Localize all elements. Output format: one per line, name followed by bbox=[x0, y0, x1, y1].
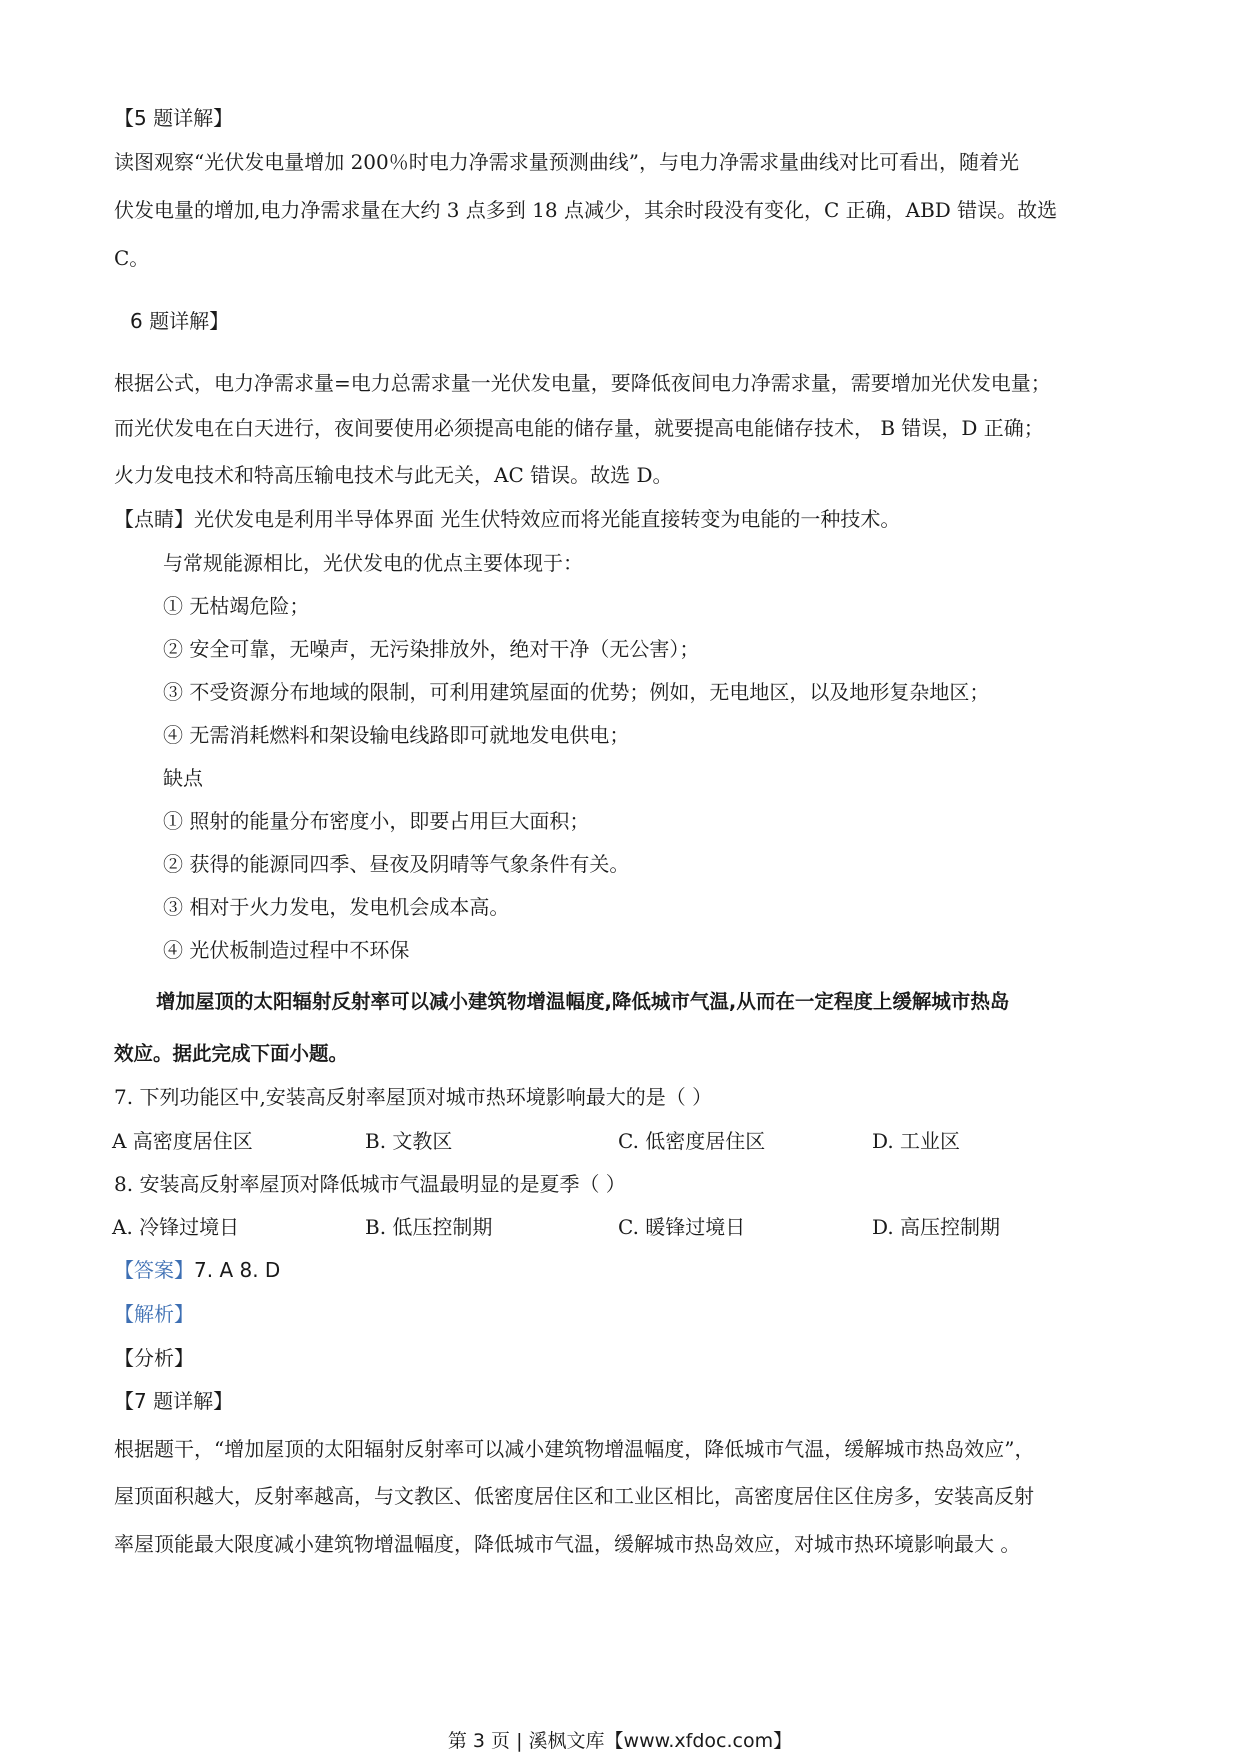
question-8: 8. 安装高反射率屋顶对降低城市气温最明显的是夏季（ ） bbox=[114, 1172, 626, 1196]
q7-option-c: C. 低密度居住区 bbox=[618, 1129, 766, 1153]
answer-label: 【答案】 bbox=[114, 1258, 194, 1282]
page-footer: 第 3 页 | 溪枫文库【www.xfdoc.com】 bbox=[447, 1730, 793, 1752]
advantage-item: ② 安全可靠，无噪声，无污染排放外，绝对干净（无公害）； bbox=[163, 637, 700, 661]
advantages-intro: 与常规能源相比，光伏发电的优点主要体现于： bbox=[163, 551, 583, 575]
q5-line: C。 bbox=[114, 246, 150, 270]
q7-option-a: A 高密度居住区 bbox=[112, 1129, 253, 1153]
answer-line bbox=[114, 1256, 280, 1284]
q7-line: 根据题干，“增加屋顶的太阳辐射反射率可以减小建筑物增温幅度，降低城市气温，缓解城市热岛效应”， bbox=[114, 1437, 1035, 1461]
fenxi-label: 【分析】 bbox=[114, 1346, 194, 1370]
advantage-item: ④ 无需消耗燃料和架设输电线路即可就地发电供电； bbox=[163, 723, 630, 747]
q5-line: 读图观察“光伏发电量增加 200％时电力净需求量预测曲线”，与电力净需求量曲线对比可看出，随着光 bbox=[114, 150, 1019, 174]
q8-option-a: A. 冷锋过境日 bbox=[112, 1215, 240, 1239]
q7-option-b: B. 文教区 bbox=[365, 1129, 453, 1153]
q7-line: 率屋顶能最大限度减小建筑物增温幅度，降低城市气温，缓解城市热岛效应，对城市热环境影响最大 。 bbox=[114, 1532, 1021, 1556]
q6-line: 根据公式，电力净需求量=电力总需求量一光伏发电量，要降低夜间电力净需求量，需要增加光伏发电量； bbox=[114, 371, 1051, 395]
disadvantages-label: 缺点 bbox=[163, 766, 203, 790]
disadvantage-item: ④ 光伏板制造过程中不环保 bbox=[163, 938, 410, 962]
advantage-item: ③ 不受资源分布地域的限制，可利用建筑屋面的优势；例如，无电地区，以及地形复杂地区； bbox=[163, 680, 990, 704]
advantage-item: ① 无枯竭危险； bbox=[163, 594, 310, 618]
disadvantage-item: ③ 相对于火力发电，发电机会成本高。 bbox=[163, 895, 510, 919]
q7-line: 屋顶面积越大，反射率越高，与文教区、低密度居住区和工业区相比，高密度居住区住房多，安装高反射 bbox=[114, 1484, 1034, 1508]
tips-text: 光伏发电是利用半导体界面 光生伏特效应而将光能直接转变为电能的一种技术。 bbox=[194, 507, 901, 531]
q5-header: 【5 题详解】 bbox=[114, 106, 234, 130]
disadvantage-item: ① 照射的能量分布密度小，即要占用巨大面积； bbox=[163, 809, 590, 833]
analysis-label: 【解析】 bbox=[114, 1302, 194, 1326]
q8-option-c: C. 暖锋过境日 bbox=[618, 1215, 746, 1239]
question-7: 7. 下列功能区中,安装高反射率屋顶对城市热环境影响最大的是（ ） bbox=[114, 1085, 713, 1109]
q5-line: 伏发电量的增加,电力净需求量在大约 3 点多到 18 点减少，其余时段没有变化，C 正确，ABD 错误。故选 bbox=[114, 198, 1058, 222]
q6-line: 火力发电技术和特高压输电技术与此无关，AC 错误。故选 D。 bbox=[114, 463, 673, 487]
q7-header: 【7 题详解】 bbox=[114, 1389, 234, 1413]
stem-line: 增加屋顶的太阳辐射反射率可以减小建筑物增温幅度,降低城市气温,从而在一定程度上缓解城市热岛 bbox=[156, 990, 1010, 1013]
q6-line: 而光伏发电在白天进行，夜间要使用必须提高电能的储存量，就要提高电能储存技术， B 错误，D 正确； bbox=[114, 416, 1044, 440]
q6-header: 6 题详解】 bbox=[130, 309, 230, 333]
q7-option-d: D. 工业区 bbox=[872, 1129, 961, 1153]
disadvantage-item: ② 获得的能源同四季、昼夜及阴晴等气象条件有关。 bbox=[163, 852, 630, 876]
tips-label: 【点睛】 bbox=[114, 507, 194, 531]
answer-value: 7. A 8. D bbox=[194, 1258, 281, 1282]
tips-line bbox=[114, 505, 900, 533]
q8-option-d: D. 高压控制期 bbox=[872, 1215, 1001, 1239]
stem-line: 效应。据此完成下面小题。 bbox=[114, 1042, 349, 1065]
q8-option-b: B. 低压控制期 bbox=[365, 1215, 493, 1239]
